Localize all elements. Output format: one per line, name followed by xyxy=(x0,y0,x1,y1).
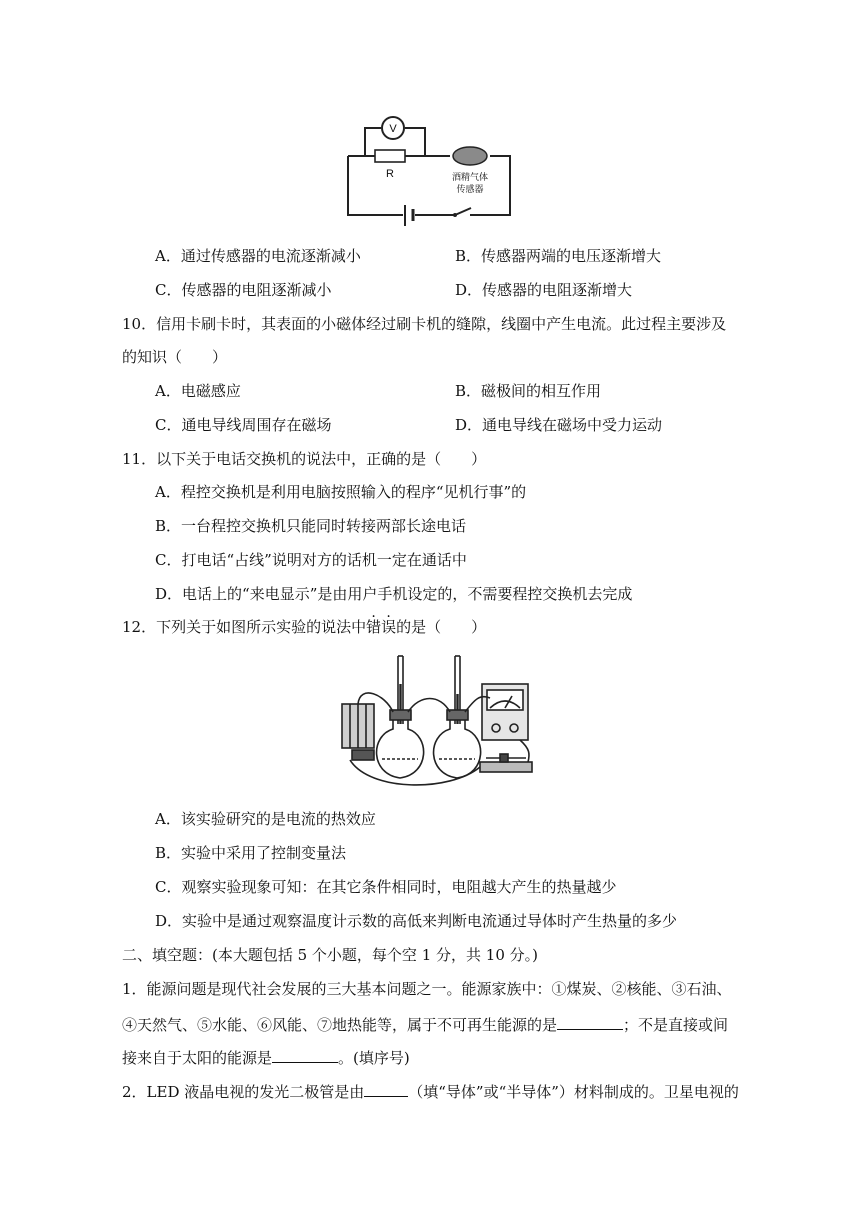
q11-option-b: B．一台程控交换机只能同时转接两部长途电话 xyxy=(155,517,467,535)
q10-option-d: D．通电导线在磁场中受力运动 xyxy=(455,416,663,434)
q12-stem xyxy=(122,617,486,637)
alcohol-sensor xyxy=(453,147,487,165)
q12-stem-emphasis-1: 错 xyxy=(366,618,382,636)
q10-stem-line2: 的知识（ ） xyxy=(122,348,228,366)
voltmeter-label: V xyxy=(389,123,397,135)
fill1-blank-1[interactable] xyxy=(557,1013,623,1030)
fill1-line2-pre: ④天然气、⑤水能、⑥风能、⑦地热能等，属于不可再生能源的是 xyxy=(122,1016,558,1034)
q10-stem-line1: 10．信用卡刷卡时，其表面的小磁体经过刷卡机的缝隙，线圈中产生电流。此过程主要涉及 xyxy=(122,315,727,333)
q10-option-c: C．通电导线周围存在磁场 xyxy=(155,416,332,434)
fill1-line1: 1．能源问题是现代社会发展的三大基本问题之一。能源家族中：①煤炭、②核能、③石油、 xyxy=(122,980,732,998)
q9-option-c: C．传感器的电阻逐渐减小 xyxy=(155,281,332,299)
fill1-line3 xyxy=(122,1046,410,1068)
fill2-line1 xyxy=(122,1080,739,1102)
q12-option-b: B．实验中采用了控制变量法 xyxy=(155,844,347,862)
fill1-blank-2[interactable] xyxy=(272,1046,338,1063)
q11-option-c: C．打电话“占线”说明对方的话机一定在通话中 xyxy=(155,551,467,569)
fill2-line1-post: （填“导体”或“半导体”）材料制成的。卫星电视的 xyxy=(408,1083,739,1101)
joule-heating-experiment-figure xyxy=(330,654,540,796)
sensor-label-line2: 传感器 xyxy=(456,185,484,195)
q9-option-a: A．通过传感器的电流逐渐减小 xyxy=(155,247,361,265)
q11-option-d: D．电话上的“来电显示”是由用户手机设定的，不需要程控交换机去完成 xyxy=(155,585,633,603)
q11-stem: 11．以下关于电话交换机的说法中，正确的是（ ） xyxy=(122,450,487,468)
fill1-line3-pre: 接来自于太阳的能源是 xyxy=(122,1049,273,1067)
q11-option-a: A．程控交换机是利用电脑按照输入的程序“见机行事”的 xyxy=(155,483,527,501)
fill1-line3-post: 。(填序号) xyxy=(338,1049,410,1067)
q12-option-c: C．观察实验现象可知：在其它条件相同时，电阻越大产生的热量越少 xyxy=(155,878,617,896)
resistor-label: R xyxy=(386,168,394,180)
alcohol-sensor-circuit-figure xyxy=(345,115,515,227)
q12-option-a: A．该实验研究的是电流的热效应 xyxy=(155,810,376,828)
q10-option-b: B．磁极间的相互作用 xyxy=(455,382,602,400)
q12-stem-pre: 12．下列关于如图所示实验的说法中 xyxy=(122,618,367,636)
q12-stem-post: 的是（ ） xyxy=(396,618,487,636)
q12-option-d: D．实验中是通过观察温度计示数的高低来判断电流通过导体时产生热量的多少 xyxy=(155,912,678,930)
fill2-blank-1[interactable] xyxy=(364,1080,408,1097)
q10-option-a: A．电磁感应 xyxy=(155,382,241,400)
q9-option-d: D．传感器的电阻逐渐增大 xyxy=(455,281,633,299)
switch-pivot xyxy=(453,213,457,217)
fill1-line2-post: ；不是直接或间 xyxy=(623,1016,729,1034)
q9-option-b: B．传感器两端的电压逐渐增大 xyxy=(455,247,662,265)
sensor-label-line1: 酒精气体 xyxy=(451,173,489,183)
q12-stem-emphasis-2: 误 xyxy=(381,618,397,636)
section2-title: 二、填空题：(本大题包括 5 个小题，每个空 1 分，共 10 分。) xyxy=(122,946,538,964)
fill2-line1-pre: 2．LED 液晶电视的发光二极管是由 xyxy=(122,1083,365,1101)
fill1-line2 xyxy=(122,1013,728,1035)
